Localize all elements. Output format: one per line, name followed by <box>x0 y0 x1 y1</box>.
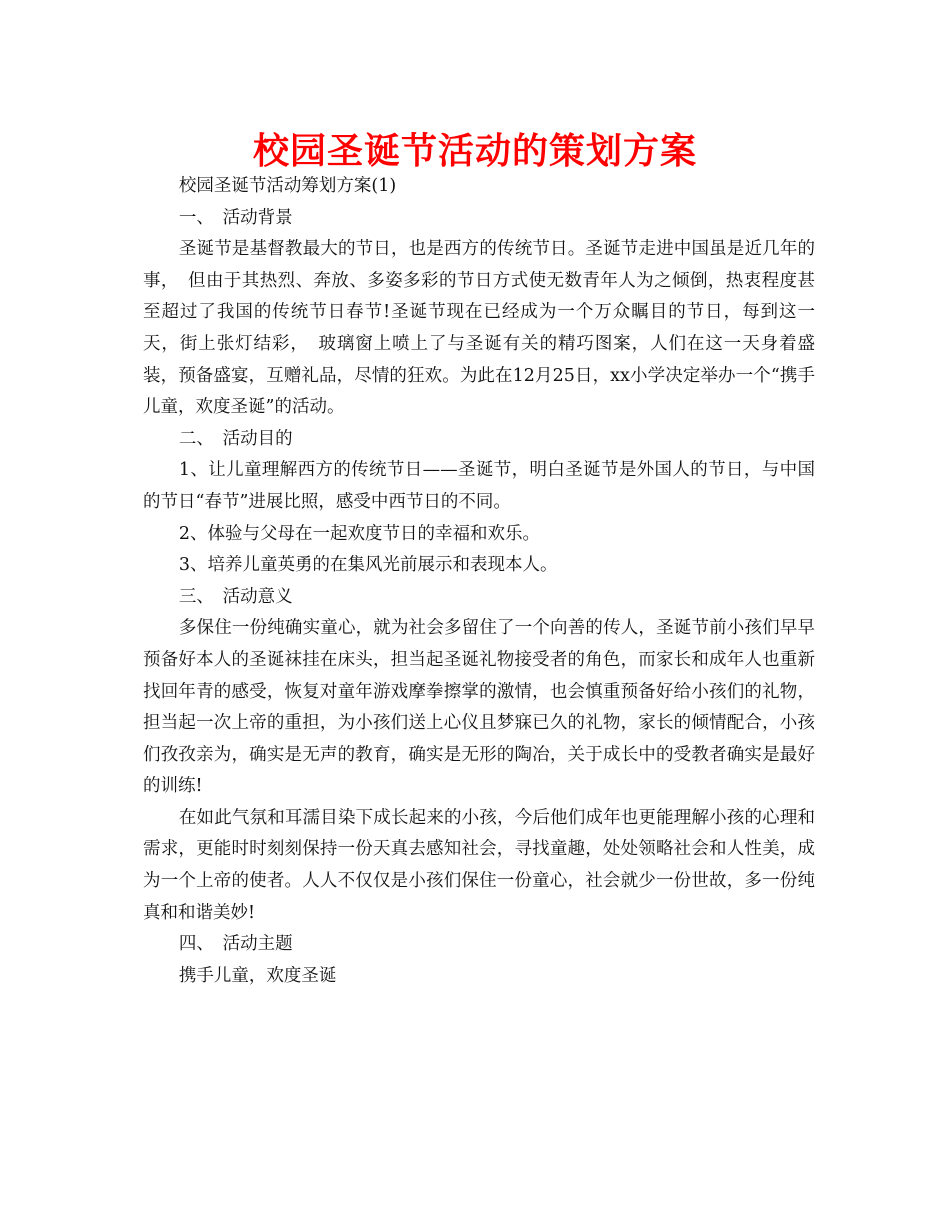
purpose-item-3: 3、培养儿童英勇的在集风光前展示和表现本人。 <box>178 555 558 576</box>
paragraph-background: 圣诞节是基督教最大的节日，也是西方的传统节日。圣诞节走进中国虽是近几年的事， 但由于其热烈、奔放、多姿多彩的节日方式使无数青年人为之倾倒，热衷程度甚至超过了我国的传统节日春节!圣诞节现在已经成为一个万众瞩目的节日，每到这一天，街上张灯结彩， 玻璃窗上喷上了与圣诞有关的精巧图案，人们在这一天身着盛装，预备盛宴，互赠礼品，尽情的狂欢。为此在12月25日，xx小学决定举办一个“携手儿童，欢度圣诞”的活动。 <box>143 239 815 418</box>
paragraph-theme: 携手儿童，欢度圣诞 <box>178 965 337 986</box>
paragraph-significance-1: 多保住一份纯确实童心，就为社会多留住了一个向善的传人，圣诞节前小孩们早早预备好本人的圣诞袜挂在床头，担当起圣诞礼物接受者的角色，而家长和成年人也重新找回年青的感受，恢复对童年游戏摩拳擦掌的激情，也会慎重预备好给小孩们的礼物，担当起一次上帝的重担，为小孩们送上心仪且梦寐已久的礼物，家长的倾情配合，小孩们孜孜亲为，确实是无声的教育，确实是无形的陶冶，关于成长中的受教者确实是最好的训练! <box>143 618 815 797</box>
section-heading-theme: 四、 活动主题 <box>178 934 293 955</box>
section-heading-purpose: 二、 活动目的 <box>178 428 293 449</box>
document-body <box>143 171 815 992</box>
purpose-item-1: 1、让儿童理解西方的传统节日——圣诞节，明白圣诞节是外国人的节日，与中国的节日“春节”进展比照，感受中西节日的不同。 <box>143 460 815 512</box>
document-title: 校园圣诞节活动的策划方案 <box>252 131 697 172</box>
paragraph-significance-2: 在如此气氛和耳濡目染下成长起来的小孩，今后他们成年也更能理解小孩的心理和需求，更能时时刻刻保持一份天真去感知社会，寻找童趣，处处领略社会和人性美，成为一个上帝的使者。人人不仅仅是小孩们保住一份童心，社会就少一份世故，多一份纯真和和谐美妙! <box>143 807 815 923</box>
subtitle-line: 校园圣诞节活动筹划方案(1) <box>178 176 397 196</box>
section-heading-background: 一、 活动背景 <box>178 207 293 228</box>
purpose-item-2: 2、体验与父母在一起欢度节日的幸福和欢乐。 <box>178 523 541 544</box>
section-heading-significance: 三、 活动意义 <box>178 586 293 607</box>
